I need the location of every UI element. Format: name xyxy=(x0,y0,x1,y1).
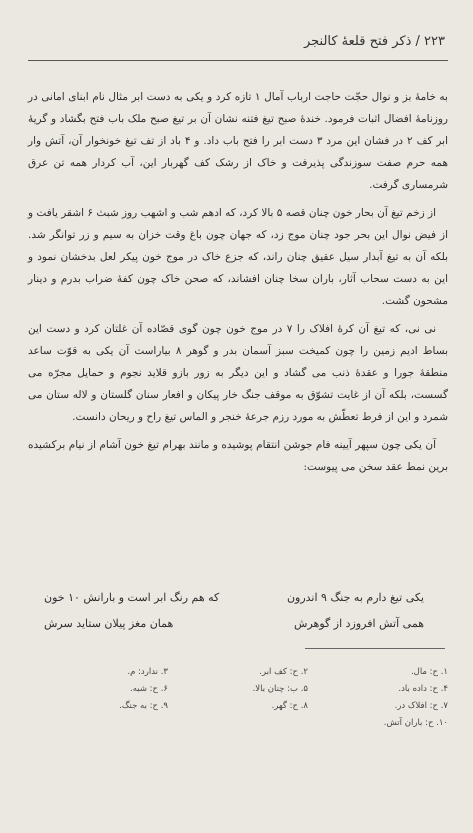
footnote-row xyxy=(28,715,448,732)
header-rule xyxy=(28,60,448,61)
verse-hemistich-second: که هم رنگ ابر است و بارانش ۱۰ خون xyxy=(44,591,220,604)
paragraph-4: آن یکی چون سپهر آیینه فام جوشن انتقام پوشیده و مانند بهرام تیغ خون آشام از نیام برکشیده برین نمط عقد سخن می پیوست: xyxy=(28,439,448,473)
footnote: ۱۰. ح: باران آتش. xyxy=(383,718,448,728)
footnote: ۸. ح: گهر. xyxy=(271,701,308,711)
verse-hemistich-second: همان مغز پیلان ستاید سرش xyxy=(44,617,174,630)
footnote-row xyxy=(28,664,448,681)
footnote-row xyxy=(28,681,448,698)
footnote: ۳. ندارد: م. xyxy=(127,667,168,677)
verse-line xyxy=(44,585,424,611)
paragraph-2: از زخم تیغ آن بحار خون چنان قصه ۵ بالا کرد، که ادهم شب و اشهب روز شبث ۶ اشقر یافت و از فیض نوال این بحر جود چنان موج زد، که جهان چون باغ وقت خزان به سیم و زر توانگر شد. بلکه آن به تیغ آبدار سیل عقیق چنان راند، که جزع خاک در موج خون پیکر لعل بدخشان نمود و این به دست سحاب آثار، باران سخا چنان افشاند، که صحن خاک چون کفهٔ ضراب بدرم و دینار مشحون گشت. xyxy=(28,207,448,307)
footnote: ۴. ح: داده باد. xyxy=(398,684,448,694)
footnote xyxy=(168,715,308,732)
footnote: ۲. ح: کف ابر. xyxy=(259,667,308,677)
main-text xyxy=(28,86,448,478)
footnote-row xyxy=(28,698,448,715)
paragraph-3: نی نی، که تیغ آن کرهٔ افلاک را ۷ در موج خون چون گوی قصّاده آن غلتان کرد و دست این بساط ادیم زمین را چون کمیخت سبز آسمان بدر و گوهر ۸ بیاراست آن یکی به قوّت ساعد منطقهٔ جورا و عقدهٔ ذنب می گشاد و این دیگر به زور بازو قلاید نجوم و حمایل مجرّه می گسست، بلکه آن از غایت تشوّق به موقف جنگ خار پیکان و افعار سنان گلستان و لاله ستان می شمرد و این از فرط تعطّش به مورد رزم جرعهٔ خنجر و الماس تیغ راح و ریحان دانست. xyxy=(28,323,448,423)
running-header: ۲۲۳ / ذکر فتح قلعهٔ کالنجر xyxy=(303,34,445,49)
footnote: ۹. ح: به جنگ. xyxy=(119,701,168,711)
footnote: ۶. ح: شبه. xyxy=(130,684,168,694)
footnote xyxy=(28,715,168,732)
footnote: ۵. ب: چنان بالا. xyxy=(252,684,308,694)
footnote: ۷. ح: افلاک در. xyxy=(394,701,448,711)
verse-hemistich-first: همی آتش افروزد از گوهرش xyxy=(294,617,424,630)
verse-hemistich-first: یکی تیغ دارم به جنگ ۹ اندرون xyxy=(286,591,424,604)
verse-block xyxy=(44,585,424,637)
verse-line xyxy=(44,611,424,637)
footnotes xyxy=(28,664,448,732)
footnote-rule xyxy=(305,648,445,649)
footnote: ۱. ح: مال. xyxy=(410,667,448,677)
paragraph-1: به خامهٔ بز و نوال حجّت حاجت ارباب آمال ۱ تازه کرد و یکی به دست ابر مثال نام ابنای امانی در روزنامهٔ افضال اثبات فرمود. خندهٔ صبح تیغ فتنه نشان آن بر تیغ صبح ملک باب فتح بگشاد و گریهٔ ابر کف ۲ در فشان این مرد ۳ دست ابر را فتح باب داد. و ۴ باد از تف تیغ خونخوار آن، آتش وار همه حرم صفت سوزندگی پذیرفت و خاک از رشک کف گهربار این، آب کردار همه تن عرق شرمساری گرفت. xyxy=(28,91,448,191)
